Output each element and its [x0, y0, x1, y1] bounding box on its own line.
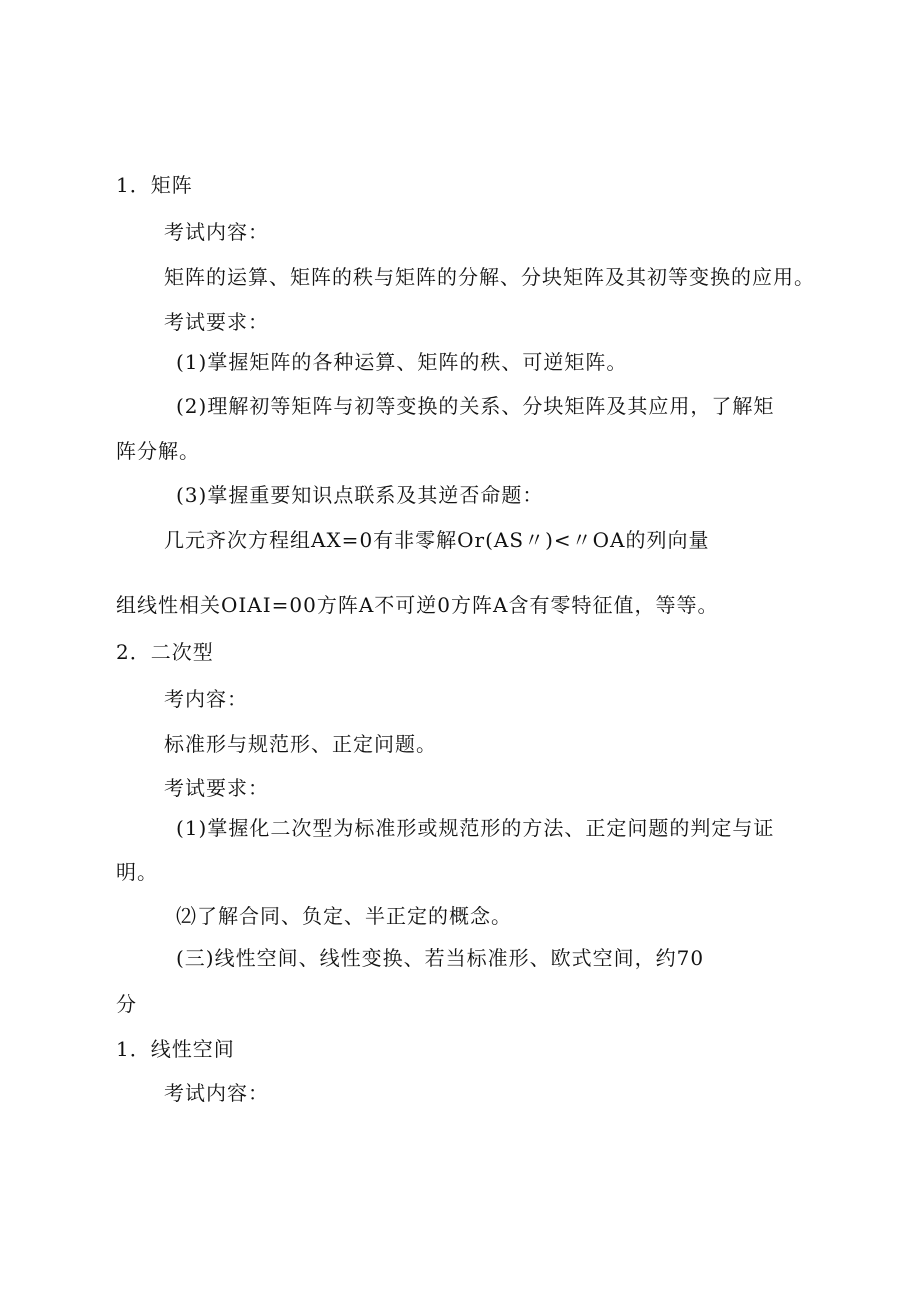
requirement-item: (1)掌握矩阵的各种运算、矩阵的秩、可逆矩阵。 [176, 350, 628, 374]
exam-content-label: 考试内容： [164, 1081, 269, 1105]
requirement-item-continued: 阵分解。 [116, 439, 200, 463]
requirement-item: (1)掌握化二次型为标准形或规范形的方法、正定问题的判定与证 [176, 816, 775, 840]
exam-content-text: 矩阵的运算、矩阵的秩与矩阵的分解、分块矩阵及其初等变换的应用。 [164, 265, 815, 289]
exam-content-label: 考内容： [164, 687, 248, 711]
requirement-item-continued: 明。 [116, 860, 158, 884]
requirement-item: (3)掌握重要知识点联系及其逆否命题： [176, 483, 544, 507]
equivalence-statement: 几元齐次方程组AX=0有非零解Or(AS〃)<〃OA的列向量 [164, 528, 710, 552]
requirement-item: ⑵了解合同、负定、半正定的概念。 [176, 904, 512, 928]
exam-requirements-label: 考试要求： [164, 310, 269, 334]
exam-content-text: 标准形与规范形、正定问题。 [164, 732, 437, 756]
requirement-item: (2)理解初等矩阵与初等变换的关系、分块矩阵及其应用，了解矩 [176, 394, 775, 418]
section-heading-matrix: 1．矩阵 [116, 173, 193, 197]
section-heading-quadratic-form: 2．二次型 [116, 640, 214, 664]
exam-requirements-label: 考试要求： [164, 776, 269, 800]
part-heading-continued: 分 [116, 992, 137, 1016]
exam-content-label: 考试内容： [164, 220, 269, 244]
part-heading: (三)线性空间、线性变换、若当标准形、欧式空间，约70 [176, 946, 705, 970]
equivalence-statement-continued: 组线性相关OIAI=00方阵A不可逆0方阵A含有零特征值，等等。 [116, 593, 719, 617]
section-heading-linear-space: 1．线性空间 [116, 1037, 235, 1061]
